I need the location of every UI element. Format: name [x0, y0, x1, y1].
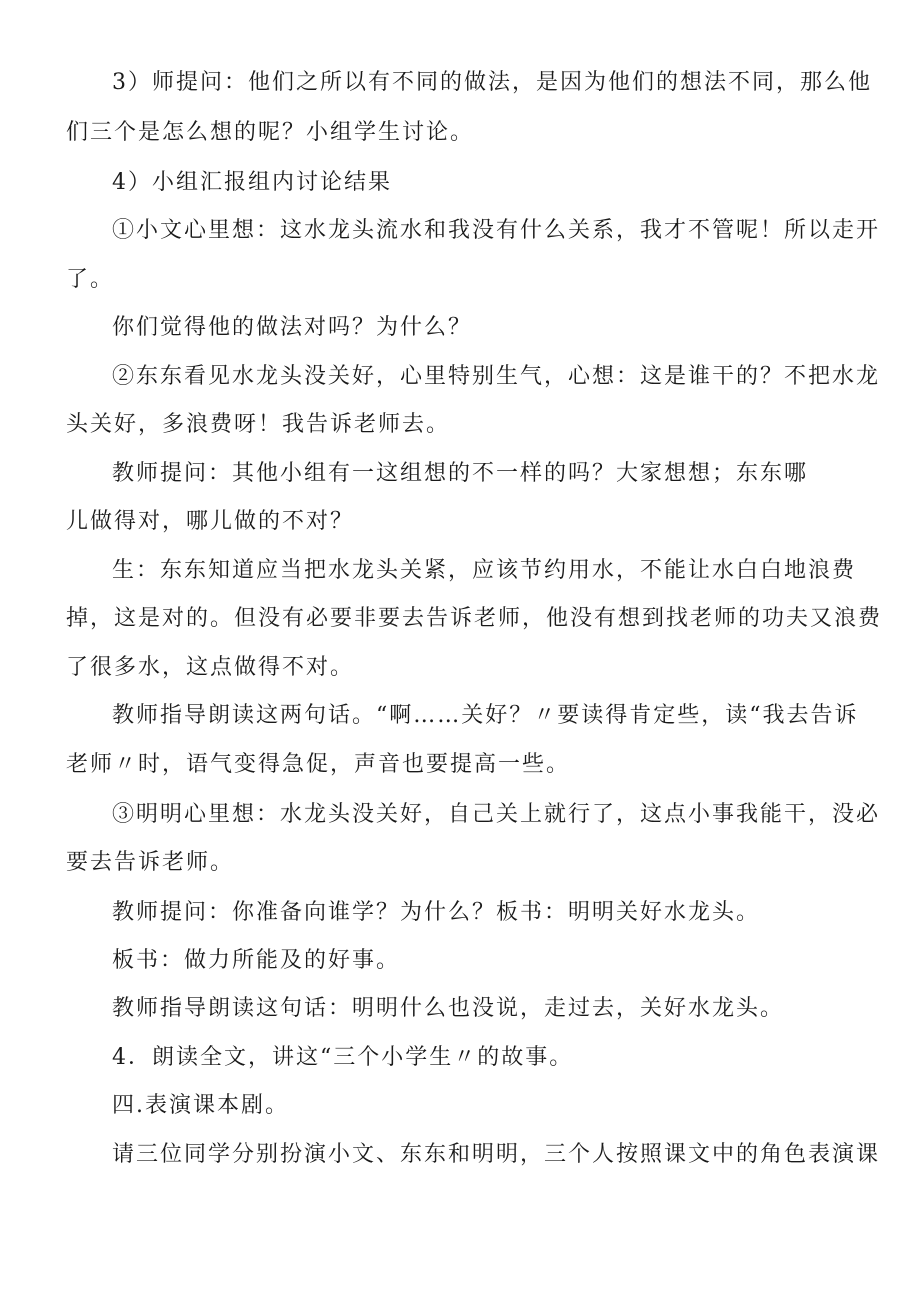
paragraph-6-line-1: 教师提问：其他小组有一这组想的不一样的吗？大家想想；东东哪 — [112, 461, 809, 486]
paragraph-13-line-1: 4．朗读全文，讲这“三个小学生〃的故事。 — [112, 1045, 574, 1070]
paragraph-4-line-1: 你们觉得他的做法对吗？为什么？ — [112, 315, 473, 340]
paragraph-3-line-1: ①小文心里想：这水龙头流水和我没有什么关系，我才不管呢！所以走开 — [112, 218, 881, 243]
paragraph-5-line-2: 头关好，多浪费呀！我告诉老师去。 — [66, 412, 451, 437]
paragraph-9-line-2: 要去告诉老师。 — [66, 850, 235, 875]
paragraph-11-line-1: 板书：做力所能及的好事。 — [112, 948, 401, 973]
paragraph-12-line-1: 教师指导朗读这句话：明明什么也没说，走过去，关好水龙头。 — [112, 996, 785, 1021]
paragraph-8-line-2: 老师〃时，语气变得急促，声音也要提高一些。 — [66, 752, 571, 777]
paragraph-9-line-1: ③明明心里想：水龙头没关好，自己关上就行了，这点小事我能干，没必 — [112, 802, 881, 827]
paragraph-8-line-1: 教师指导朗读这两句话。“啊……关好？〃要读得肯定些，读“我去告诉 — [112, 703, 859, 728]
paragraph-5-line-1: ②东东看见水龙头没关好，心里特别生气，心想：这是谁干的？不把水龙 — [112, 364, 881, 389]
paragraph-15-line-1: 请三位同学分别扮演小文、东东和明明，三个人按照课文中的角色表演课 — [112, 1142, 881, 1167]
paragraph-3-line-2: 了。 — [66, 267, 115, 292]
paragraph-2-line-1: 4）小组汇报组内讨论结果 — [112, 170, 392, 195]
paragraph-6-line-2: 儿做得对，哪儿做的不对？ — [66, 509, 355, 534]
paragraph-10-line-1: 教师提问：你准备向谁学？为什么？板书：明明关好水龙头。 — [112, 900, 761, 925]
section-heading: 四.表演课本剧。 — [112, 1093, 289, 1118]
paragraph-7-line-2: 掉，这是对的。但没有必要非要去告诉老师，他没有想到找老师的功夫又浪费 — [66, 606, 883, 631]
paragraph-7-line-1: 生：东东知道应当把水龙头关紧，应该节约用水，不能让水白白地浪费 — [112, 558, 857, 583]
paragraph-1-line-1: 3）师提问：他们之所以有不同的做法，是因为他们的想法不同，那么他 — [112, 70, 872, 95]
paragraph-7-line-3: 了很多水，这点做得不对。 — [66, 655, 355, 680]
paragraph-1-line-2: 们三个是怎么想的呢？小组学生讨论。 — [66, 120, 475, 145]
